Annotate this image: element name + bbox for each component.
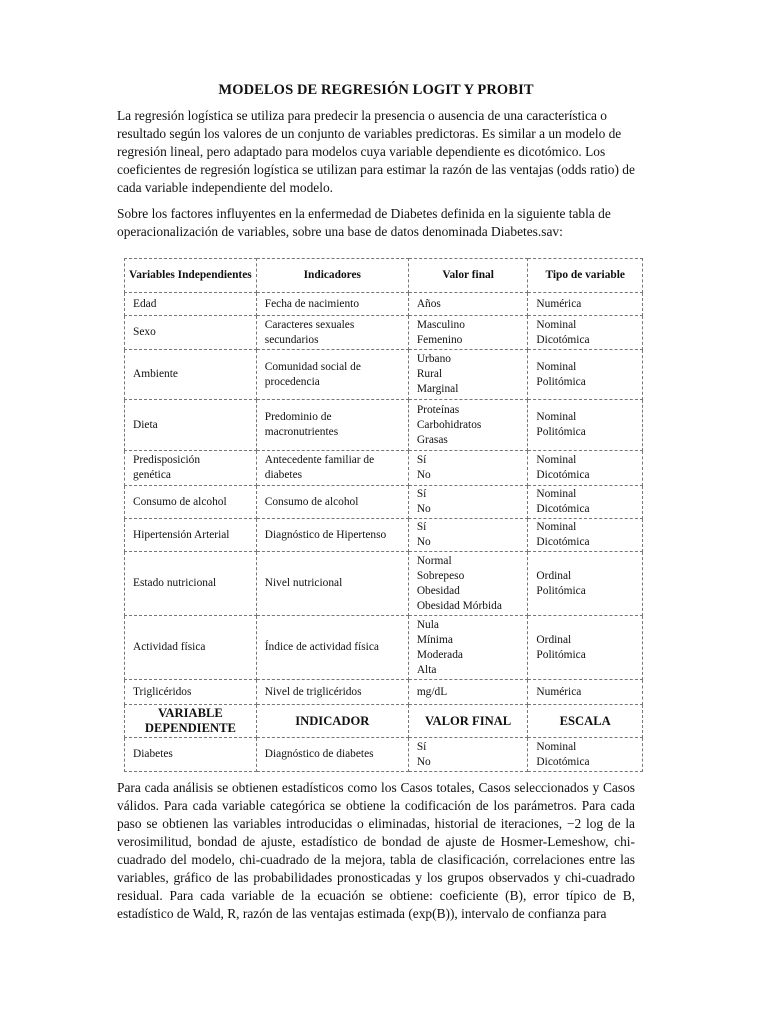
cell-line: Politómica	[536, 375, 586, 388]
cell-line: Ambiente	[133, 368, 178, 380]
final-paragraph: Para cada análisis se obtienen estadísticos como los Casos totales, Casos seleccionados y Casos válidos. Para cada variable categórica se obtiene la codificación de los parámetros. Para cada paso se obtienen las variables introducidas o eliminadas, historial de iteraciones, −2 log de la verosimilitud, bondad de ajuste, estadístico de bondad de ajuste de Hosmer-Lemeshow, chi-cuadrado del modelo, chi-cuadrado de la mejora, tabla de clasificación, correlaciones entre las variables, gráfico de las probabilidades pronosticadas y los grupos observados y chi-cuadrado residual. Para cada variable de la ecuación se obtiene: coeficiente (B), error típico de B, estadístico de Wald, R, razón de las ventajas estimada (exp(B)), intervalo de confianza para	[117, 780, 635, 921]
cell-line: No	[416, 469, 431, 481]
cell-indicador	[256, 486, 408, 519]
operationalization-table	[124, 258, 643, 772]
table-row	[125, 451, 643, 486]
header-variable-dependiente: VARIABLE DEPENDIENTE	[125, 705, 257, 738]
cell-line: Actividad física	[133, 641, 206, 653]
cell-line: Politómica	[536, 648, 586, 661]
cell-indicador	[256, 616, 408, 680]
cell-line: Estado nutricional	[133, 577, 217, 589]
context-paragraph: Sobre los factores influyentes en la enfermedad de Diabetes definida en la siguiente tabla de operacionalización de variables, sobre una base de datos denominada Diabetes.sav:	[117, 206, 611, 239]
cell-indicador	[256, 680, 408, 705]
cell-valor	[408, 316, 528, 350]
cell-line: Carbohidratos	[416, 418, 482, 431]
cell-valor	[408, 293, 528, 316]
dependent-table-row	[125, 738, 643, 772]
cell-variable	[125, 451, 257, 486]
cell-line: Nominal	[536, 454, 577, 466]
cell-line: Marginal	[416, 383, 459, 395]
table-header-row	[125, 259, 643, 293]
cell-line: Dieta	[133, 418, 158, 431]
cell-line: Obesidad Mórbida	[416, 599, 502, 612]
cell-indicador	[256, 316, 408, 350]
cell-line: Sobrepeso	[416, 569, 465, 582]
cell-line: diabetes	[264, 469, 303, 481]
cell-tipo	[528, 400, 643, 451]
cell-variable	[125, 486, 257, 519]
cell-variable	[125, 350, 257, 400]
document-title: MODELOS DE REGRESIÓN LOGIT Y PROBIT	[218, 82, 534, 98]
cell-indicador	[256, 519, 408, 552]
cell-tipo	[528, 293, 643, 316]
cell-valor	[408, 451, 528, 486]
cell-line: Nominal	[536, 318, 577, 331]
cell-line: Triglicéridos	[133, 685, 192, 698]
cell-line: Politómica	[536, 584, 586, 597]
cell-line: Diagnóstico de diabetes	[264, 748, 374, 760]
cell-tipo	[528, 316, 643, 350]
header-valor-final-dep: VALOR FINAL	[408, 705, 528, 738]
cell-tipo	[528, 552, 643, 616]
cell-line: Índice de actividad física	[264, 641, 379, 653]
cell-line: macronutrientes	[264, 426, 339, 438]
cell-line: Edad	[133, 297, 157, 310]
cell-line: Nominal	[536, 521, 577, 533]
dependent-header-row	[125, 705, 643, 738]
cell-line: Numérica	[536, 685, 582, 698]
intro-paragraph: La regresión logística se utiliza para predecir la presencia o ausencia de una característica o resultado según los valores de un conjunto de variables predictoras. Es similar a un modelo de regresión lineal, pero adaptado para modelos cuya variable dependiente es dicotómico. Los coeficientes de regresión logística se utilizan para estimar la razón de las ventajas (odds ratio) de cada variable independiente del modelo.	[117, 108, 635, 195]
cell-line: Nominal	[536, 740, 577, 753]
cell-line: Nivel nutricional	[264, 577, 343, 589]
cell-line: procedencia	[264, 375, 320, 388]
cell-line: Dicotómica	[536, 755, 590, 768]
cell-valor	[408, 616, 528, 680]
cell-line: Alta	[416, 663, 437, 676]
cell-line: Sí	[416, 454, 427, 466]
cell-valor	[408, 738, 528, 772]
table-row	[125, 616, 643, 680]
cell-line: Nivel de triglicéridos	[264, 685, 362, 698]
cell-line: Comunidad social de	[264, 360, 361, 373]
cell-line: Caracteres sexuales	[264, 318, 355, 331]
header-escala: ESCALA	[528, 705, 643, 738]
cell-line: Sí	[416, 488, 427, 500]
table-row	[125, 316, 643, 350]
cell-line: Consumo de alcohol	[264, 495, 359, 508]
cell-indicador	[256, 738, 408, 772]
cell-line: Urbano	[416, 353, 451, 365]
table-row	[125, 350, 643, 400]
cell-line: Dicotómica	[536, 333, 590, 346]
cell-line: Nominal	[536, 488, 577, 500]
table-row	[125, 400, 643, 451]
header-valor-final: Valor final	[408, 259, 528, 293]
table-row	[125, 486, 643, 519]
cell-line: Dicotómica	[536, 536, 590, 548]
header-variables-independientes: Variables Independientes	[125, 259, 257, 293]
cell-line: Predisposición	[133, 454, 201, 466]
cell-tipo	[528, 680, 643, 705]
cell-line: Obesidad	[416, 584, 460, 597]
cell-line: Predominio de	[264, 411, 332, 423]
cell-variable	[125, 400, 257, 451]
cell-line: Diabetes	[133, 748, 173, 760]
cell-line: Ordinal	[536, 569, 572, 582]
cell-line: Ordinal	[536, 633, 572, 646]
cell-valor	[408, 350, 528, 400]
cell-line: mg/dL	[416, 685, 448, 698]
cell-valor	[408, 552, 528, 616]
cell-line: Hipertensión Arterial	[133, 528, 230, 541]
cell-line: Consumo de alcohol	[133, 495, 227, 508]
cell-line: Numérica	[536, 297, 582, 310]
table-row	[125, 552, 643, 616]
cell-tipo	[528, 451, 643, 486]
cell-tipo	[528, 486, 643, 519]
cell-line: No	[416, 755, 431, 768]
header-tipo-variable: Tipo de variable	[528, 259, 643, 293]
cell-tipo	[528, 738, 643, 772]
table-row	[125, 680, 643, 705]
cell-line: Moderada	[416, 648, 463, 661]
cell-line: Normal	[416, 554, 452, 567]
cell-tipo	[528, 350, 643, 400]
cell-variable	[125, 519, 257, 552]
cell-line: Diagnóstico de Hipertenso	[264, 528, 387, 541]
cell-line: Sí	[416, 521, 427, 533]
table-row	[125, 519, 643, 552]
cell-variable	[125, 552, 257, 616]
cell-line: Antecedente familiar de	[264, 454, 375, 466]
cell-line: genética	[133, 469, 171, 481]
cell-tipo	[528, 519, 643, 552]
cell-line: Nominal	[536, 360, 577, 373]
cell-variable	[125, 293, 257, 316]
cell-variable	[125, 316, 257, 350]
cell-valor	[408, 486, 528, 519]
cell-line: Rural	[416, 368, 443, 380]
cell-line: Dicotómica	[536, 503, 590, 515]
cell-tipo	[528, 616, 643, 680]
cell-line: Grasas	[416, 433, 448, 446]
cell-line: No	[416, 536, 431, 548]
cell-line: secundarios	[264, 333, 319, 346]
header-indicador: INDICADOR	[256, 705, 408, 738]
cell-valor	[408, 400, 528, 451]
cell-line: Sí	[416, 740, 427, 753]
header-indicadores: Indicadores	[256, 259, 408, 293]
cell-line: Proteínas	[416, 403, 460, 416]
cell-valor	[408, 519, 528, 552]
cell-line: Fecha de nacimiento	[264, 297, 360, 310]
cell-variable	[125, 680, 257, 705]
dependent-variable-body	[125, 738, 643, 772]
cell-valor	[408, 680, 528, 705]
cell-line: Politómica	[536, 426, 586, 438]
independent-variables-body	[125, 293, 643, 705]
cell-line: Femenino	[416, 333, 463, 346]
cell-line: Mínima	[416, 633, 453, 646]
cell-line: Nula	[416, 618, 439, 631]
cell-line: Nominal	[536, 411, 577, 423]
cell-line: No	[416, 503, 431, 515]
cell-line: Sexo	[133, 326, 156, 338]
cell-line: Masculino	[416, 318, 465, 331]
cell-indicador	[256, 350, 408, 400]
cell-line: Años	[416, 297, 441, 310]
cell-variable	[125, 738, 257, 772]
cell-line: Dicotómica	[536, 469, 590, 481]
table-row	[125, 293, 643, 316]
cell-variable	[125, 616, 257, 680]
document-body	[117, 82, 635, 249]
cell-indicador	[256, 293, 408, 316]
cell-indicador	[256, 400, 408, 451]
cell-indicador	[256, 451, 408, 486]
cell-indicador	[256, 552, 408, 616]
